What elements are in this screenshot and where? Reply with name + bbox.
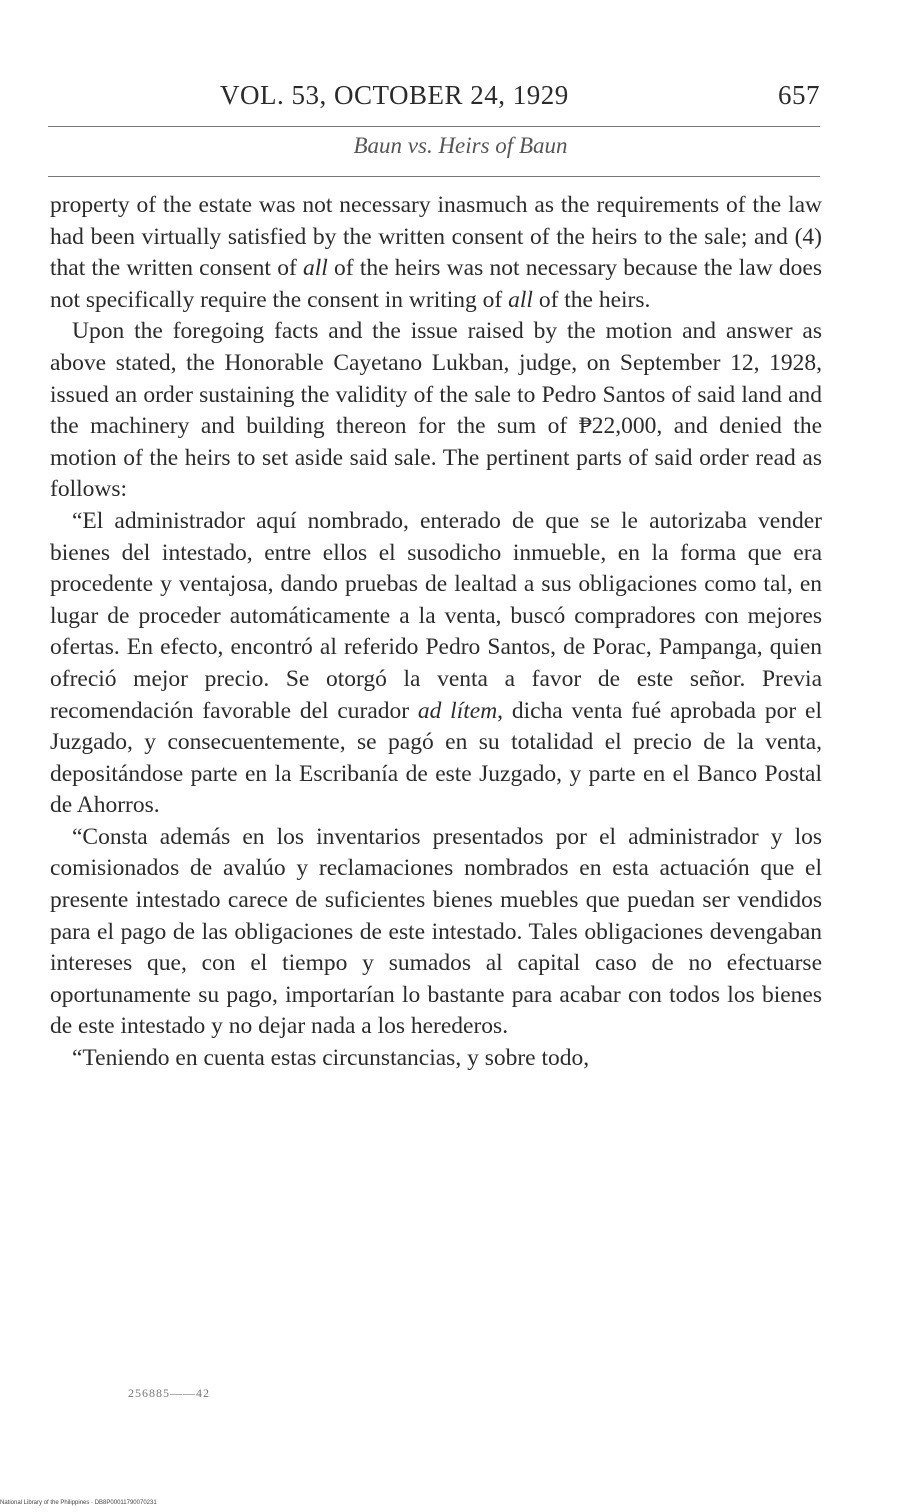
text-run: property of the estate was not necessary inasmuch as the requirements of the law had been virtually satisfied by the written consent of the heirs to the sale; and (4) that the written consent of: [50, 192, 822, 282]
printer-code: 256885——42: [128, 1386, 210, 1400]
header-rule-bottom: [48, 176, 820, 177]
paragraph-4: “Consta además en los inventarios presentados por el administrador y los comisionados de avalúo y reclamaciones nombrados en esta actuación que el presente intestado carece de suficientes bienes muebles que puedan ser vendidos para el pago de las obligaciones de este intestado. Tales obligaciones devengaban intereses que, con el tiempo y sumados al capital caso de no efectuarse oportunamente su pago, importarían lo bastante para acabar con todos los bienes de este intestado y no dejar nada a los herederos.: [50, 823, 822, 1040]
italic-run: all: [303, 255, 328, 282]
header-rule-top: [48, 126, 820, 127]
italic-run: all: [508, 286, 533, 313]
paragraph-1: [50, 190, 822, 316]
paragraph-5: “Teniendo en cuenta estas circunstancias, y sobre todo,: [72, 1045, 590, 1072]
page-header: [50, 80, 820, 111]
paragraph-2: Upon the foregoing facts and the issue raised by the motion and answer as above stated, the Honorable Cayetano Lukban, judge, on September 12, 1928, issued an order sustaining the validity of the sale to Pedro Santos of said land and the machinery and building thereon for the sum of ₱22,000, and denied the motion of the heirs to set aside said sale. The pertinent parts of said order read as follows:: [50, 318, 822, 503]
library-credit: National Library of the Philippines · DB8P00011790070231: [0, 1500, 157, 1506]
volume-date: VOL. 53, OCTOBER 24, 1929: [220, 80, 569, 110]
text-run: “El administrador aquí nombrado, enterado de que se le autorizaba vender bienes del intestado, entre ellos el susodicho inmueble, en la forma que era procedente y ventajosa, dando pruebas de lealtad a sus obligaciones como tal, en lugar de proceder automáticamente a la venta, buscó compradores con mejores ofertas. En efecto, encontró al referido Pedro Santos, de Porac, Pampanga, quien ofreció mejor precio. Se otorgó la venta a favor de este señor. Previa recomendación favorable del curador: [50, 507, 822, 724]
page-number: 657: [778, 80, 820, 110]
running-title: Baun vs. Heirs of Baun: [353, 133, 568, 158]
paragraph-3: [50, 506, 822, 822]
italic-run: ad lítem: [417, 697, 498, 724]
text-run: , dicha venta fué aprobada por el Juzgado, y consecuentemente, se pagó en su totalidad el precio de la venta, depositándose parte en la Escribanía de este Juzgado, y parte en el Banco Postal de Ahorros.: [50, 697, 822, 819]
text-run: of the heirs was not necessary because the law does not specifically require the consent in writing of: [50, 255, 823, 313]
text-run: of the heirs.: [532, 286, 651, 313]
body-text: [50, 190, 822, 1075]
